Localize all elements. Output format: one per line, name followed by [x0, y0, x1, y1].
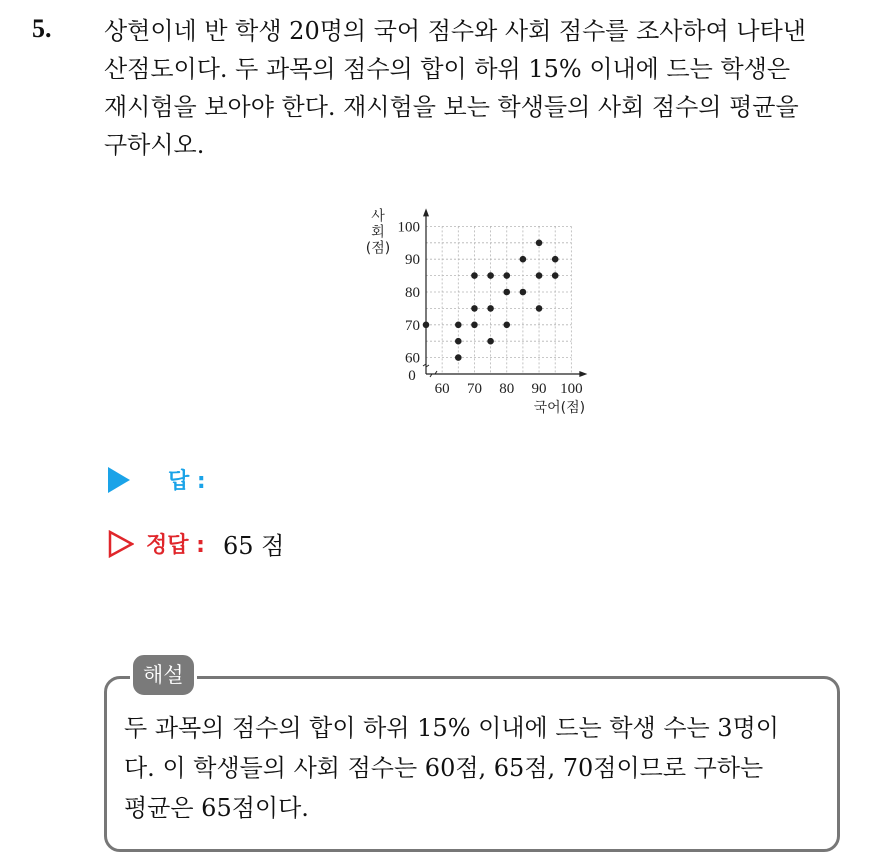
- solution-line: 평균은 65점이다.: [124, 794, 309, 822]
- solution-line: 다. 이 학생들의 사회 점수는 60점, 65점, 70점이므로 구하는: [124, 754, 764, 782]
- x-tick-label: 80: [499, 381, 515, 397]
- data-point: [487, 272, 494, 279]
- question-line: 상현이네 반 학생 20명의 국어 점수와 사회 점수를 조사하여 나타낸: [104, 17, 806, 45]
- y-tick-label: 70: [405, 317, 420, 334]
- y-axis-arrow: [423, 208, 429, 216]
- x-axis-title: 국어(점): [533, 400, 586, 416]
- solution-line: 두 과목의 점수의 합이 하위 15% 이내에 드는 학생 수는 3명이: [124, 714, 779, 742]
- data-point: [520, 256, 527, 263]
- solution-text: [124, 708, 832, 828]
- question-line: 구하시오.: [104, 131, 205, 159]
- correct-answer-row: [108, 526, 284, 561]
- data-point: [487, 305, 494, 312]
- data-point: [503, 322, 510, 329]
- x-tick-label: 100: [560, 381, 583, 397]
- data-point: [471, 322, 478, 329]
- data-point: [471, 305, 478, 312]
- question-text: [104, 12, 866, 164]
- answer-label: 답 :: [168, 469, 206, 494]
- data-point: [455, 322, 462, 329]
- x-tick-label: 60: [434, 381, 450, 397]
- scatter-plot: [330, 180, 620, 425]
- question-line: 산점도이다. 두 과목의 점수의 합이 하위 15% 이내에 드는 학생은: [104, 55, 791, 83]
- y-tick-label: 90: [405, 252, 420, 269]
- data-point: [487, 338, 494, 345]
- correct-answer-label: 정답 :: [146, 533, 205, 558]
- y-axis-title: 회: [371, 224, 385, 241]
- x-tick-label: 70: [466, 381, 482, 397]
- question-line: 재시험을 보아야 한다. 재시험을 보는 학생들의 사회 점수의 평균을: [104, 93, 799, 121]
- y-tick-label: 60: [405, 350, 420, 367]
- plot-grid: [426, 226, 571, 374]
- data-point: [503, 272, 510, 279]
- question-number: 5.: [32, 14, 52, 43]
- correct-answer-value: 65 점: [222, 532, 285, 560]
- data-point: [455, 354, 462, 361]
- y-axis-title: (점): [365, 240, 391, 257]
- data-point: [536, 272, 543, 279]
- solution-tag: 해설: [130, 652, 197, 698]
- data-point: [536, 305, 543, 312]
- outline-triangle-icon: [108, 530, 134, 558]
- data-point: [520, 289, 527, 296]
- data-point: [552, 256, 559, 263]
- data-point: [536, 240, 543, 247]
- x-tick-label: 90: [531, 381, 547, 397]
- y-axis-title: 사: [371, 208, 385, 225]
- origin-label: 0: [408, 368, 416, 384]
- data-point: [423, 322, 430, 329]
- y-tick-label: 80: [405, 285, 420, 301]
- data-point: [455, 338, 462, 345]
- data-point: [552, 272, 559, 279]
- x-axis-arrow: [579, 371, 587, 377]
- answer-row: [108, 464, 206, 495]
- y-tick-label: 100: [397, 219, 420, 236]
- data-point: [471, 272, 478, 279]
- data-point: [503, 289, 510, 296]
- play-triangle-icon: [108, 467, 130, 493]
- y-axis-break: [423, 364, 429, 367]
